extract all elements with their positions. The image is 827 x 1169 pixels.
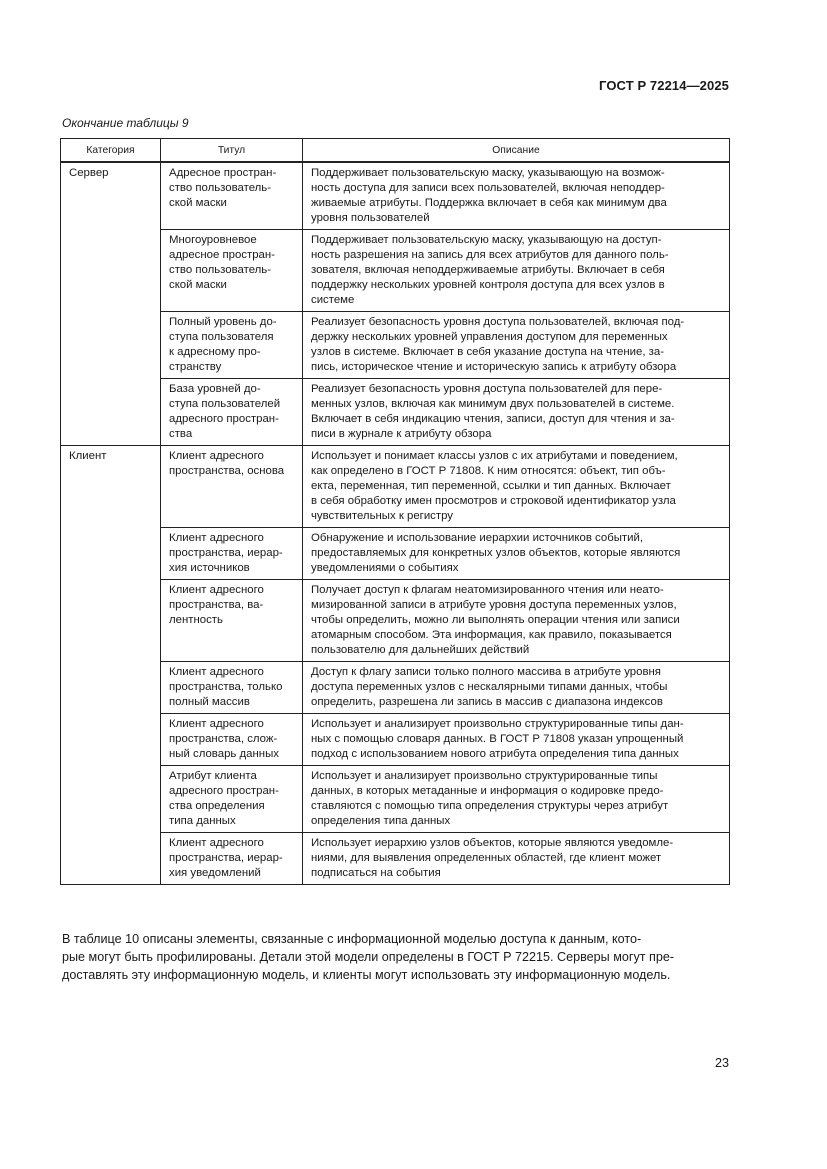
title-cell: Атрибут клиента адресного простран- ства определения типа данных — [161, 766, 303, 833]
table-row — [61, 446, 730, 528]
description-cell: Использует и анализирует произвольно структурированные типы дан- ных с помощью словаря данных. В ГОСТ Р 71808 указан упрощенный подход с использованием нового атрибута определения типа данных — [303, 714, 730, 766]
description-cell: Получает доступ к флагам неатомизированного чтения или неато- мизированной записи в атрибуте уровня доступа переменных узлов, чтобы определить, можно ли выполнять операции чтения или записи атомарным способом. Эта информация, как правило, показывается пользователю для дальнейших действий — [303, 580, 730, 662]
title-cell: Клиент адресного пространства, только полный массив — [161, 662, 303, 714]
category-cell-client: Клиент — [61, 446, 161, 885]
table-row — [61, 312, 730, 379]
table-caption: Окончание таблицы 9 — [62, 116, 189, 130]
description-cell: Поддерживает пользовательскую маску, указывающую на доступ- ность разрешения на запись для всех атрибутов для данного поль- зователя, включая неподдерживаемые атрибуты. Включает в себя поддержку нескольких уровней контроля доступа для всех узлов в системе — [303, 230, 730, 312]
table-row — [61, 162, 730, 230]
table-row — [61, 662, 730, 714]
description-cell: Доступ к флагу записи только полного массива в атрибуте уровня доступа переменных узлов с нескалярными типами данных, чтобы определить, разрешена ли запись в массив с диапазона индексов — [303, 662, 730, 714]
page-number: 23 — [714, 1056, 729, 1070]
title-cell: Полный уровень до- ступа пользователя к адресному про- странству — [161, 312, 303, 379]
column-header-title: Титул — [161, 139, 303, 163]
table-row — [61, 714, 730, 766]
capabilities-table — [60, 138, 730, 885]
description-cell: Реализует безопасность уровня доступа пользователей, включая под- держку нескольких уровней управления доступом для переменных узлов в системе. Включает в себя указание доступа на чтение, за- пись, историческое чтение и историческую запись к атрибуту обзора — [303, 312, 730, 379]
table-row — [61, 528, 730, 580]
category-cell-server: Сервер — [61, 162, 161, 446]
body-paragraph: В таблице 10 описаны элементы, связанные с информационной моделью доступа к данным, кото- рые могут быть профилированы. Детали этой модели определены в ГОСТ Р 72215. Серверы могут пре- доставлять эту информационную модель, и клиенты могут использовать эту информационную модель. — [62, 932, 675, 982]
table-row — [61, 379, 730, 446]
table-row — [61, 766, 730, 833]
description-cell: Реализует безопасность уровня доступа пользователей для пере- менных узлов, включая как минимум двух пользователей в системе. Включает в себя индикацию чтения, записи, доступ для чтения и за- писи в журнале к атрибуту обзора — [303, 379, 730, 446]
description-cell: Использует иерархию узлов объектов, которые являются уведомле- ниями, для выявления определенных областей, где клиент может подписаться на события — [303, 833, 730, 885]
description-cell: Обнаружение и использование иерархии источников событий, предоставляемых для конкретных узлов объектов, которые являются уведомлениями о событиях — [303, 528, 730, 580]
description-cell: Использует и анализирует произвольно структурированные типы данных, в которых метаданные и информация о кодировке предо- ставляются с помощью типа определения структуры через атрибут определения типа данных — [303, 766, 730, 833]
table-header-row — [61, 139, 730, 163]
description-cell: Использует и понимает классы узлов с их атрибутами и поведением, как определено в ГОСТ Р 71808. К ним относятся: объект, тип объ- екта, переменная, тип переменной, ссылки и тип данных. Включает в себя обработку имен просмотров и строковой идентификатор узла чувствительных к регистру — [303, 446, 730, 528]
title-cell: База уровней до- ступа пользователей адресного простран- ства — [161, 379, 303, 446]
title-cell: Адресное простран- ство пользователь- ской маски — [161, 162, 303, 230]
table-row — [61, 580, 730, 662]
title-cell: Многоуровневое адресное простран- ство пользователь- ской маски — [161, 230, 303, 312]
title-cell: Клиент адресного пространства, иерар- хия уведомлений — [161, 833, 303, 885]
title-cell: Клиент адресного пространства, иерар- хия источников — [161, 528, 303, 580]
table-row — [61, 230, 730, 312]
title-cell: Клиент адресного пространства, основа — [161, 446, 303, 528]
column-header-description: Описание — [303, 139, 730, 163]
title-cell: Клиент адресного пространства, слож- ный словарь данных — [161, 714, 303, 766]
description-cell: Поддерживает пользовательскую маску, указывающую на возмож- ность доступа для записи всех пользователей, включая неподдер- живаемые атрибуты. Поддержка включает в себя как минимум два уровня пользователей — [303, 162, 730, 230]
title-cell: Клиент адресного пространства, ва- лентность — [161, 580, 303, 662]
standard-code: ГОСТ Р 72214—2025 — [599, 78, 729, 93]
column-header-category: Категория — [61, 139, 161, 163]
table-row — [61, 833, 730, 885]
